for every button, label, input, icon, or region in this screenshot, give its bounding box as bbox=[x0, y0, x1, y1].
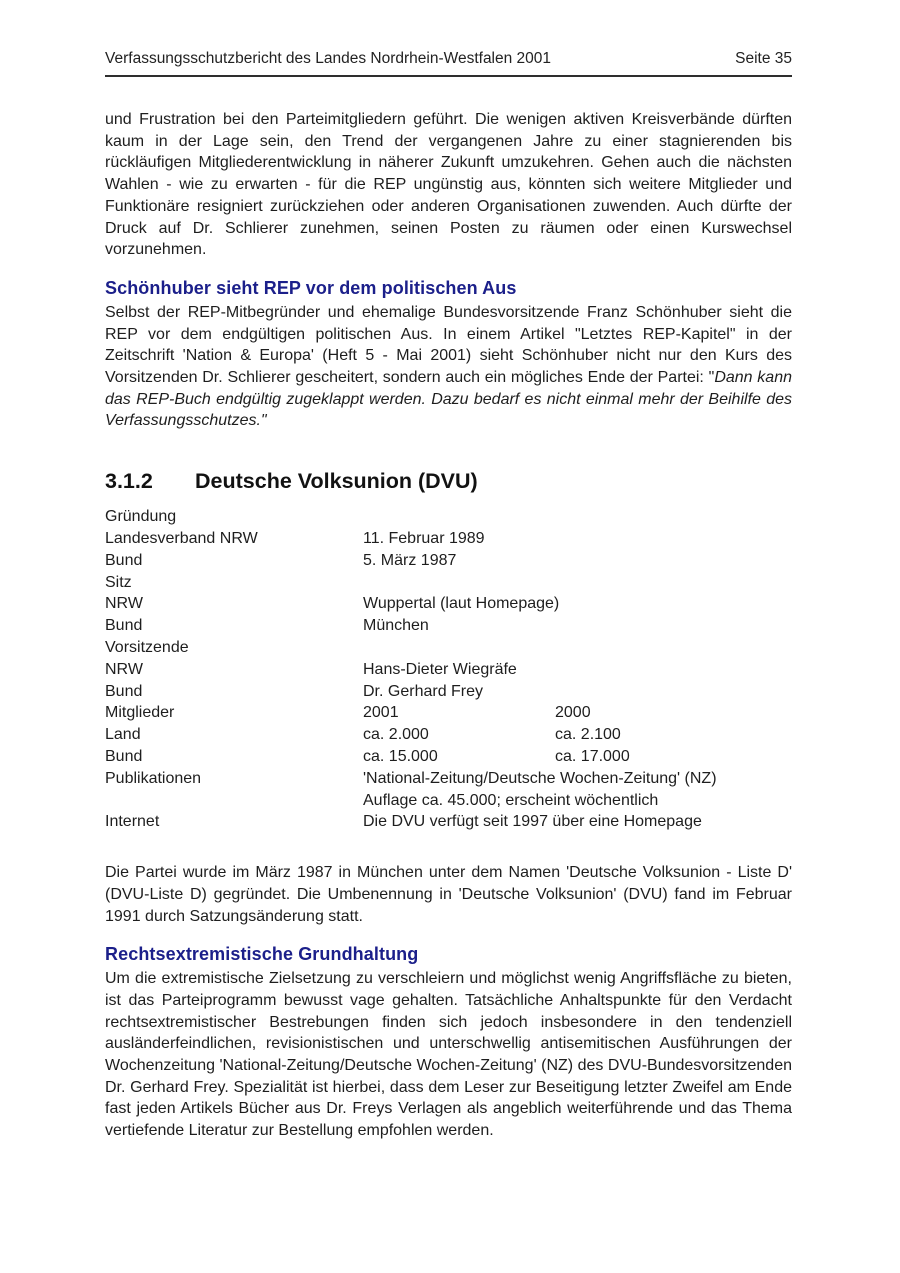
table-row bbox=[105, 790, 792, 812]
row-label: Landesverband NRW bbox=[105, 529, 258, 547]
paragraph-schoenhuber bbox=[105, 302, 792, 432]
table-row bbox=[105, 768, 792, 790]
paragraph-grundhaltung: Um die extremistische Zielsetzung zu verschleiern und möglichst wenig Angriffsfläche zu bieten, ist das Parteiprogramm bewusst vage gehalten. Tatsächliche Anhaltspunkte für den Verdacht rechtsextremistischer Bestrebungen finden sich jedoch insbesondere in den tendenziell ausländerfeindlichen, revisionistischen und unterschwellig antisemitischen Ausführungen der Wochenzeitung 'National-Zeitung/Deutsche Wochen-Zeitung' (NZ) des DVU-Bundesvorsitzenden Dr. Gerhard Frey. Spezialität ist hierbei, dass dem Leser zur Beseitigung letzter Zweifel am Ende fast jeden Artikels Bücher aus Dr. Freys Verlagen als angeblich weiterführende und das Thema vertiefende Literatur zur Bestellung empfohlen werden. bbox=[105, 970, 792, 1140]
paragraph-schoenhuber-text: Selbst der REP-Mitbegründer und ehemalige Bundesvorsitzende Franz Schönhuber sieht die REP vor dem endgültigen politischen Aus. In einem Artikel "Letztes REP-Kapitel" in der Zeitschrift 'Nation & Europa' (Heft 5 - Mai 2001) sieht Schönhuber nicht nur den Kurs des Vorsitzenden Dr. Schlierer gescheitert, sondern auch ein mögliches Ende der Partei: " bbox=[105, 303, 792, 387]
row-value: Auflage ca. 45.000; erscheint wöchentlich bbox=[363, 791, 659, 809]
paragraph-rep-outlook: und Frustration bei den Parteimitgliedern geführt. Die wenigen aktiven Kreisverbände dürften kaum in der Lage sein, den Trend der vergangenen Jahre zu einer stagnierenden bis rückläufigen Mitgliederentwicklung in näherer Zukunft umzukehren. Gehen auch die nächsten Wahlen - wie zu erwarten - für die REP ungünstig aus, könnten sich weitere Mitglieder und Funktionäre resigniert zurückziehen oder anderen Organisationen zuwenden. Auch dürfte der Druck auf Dr. Schlierer zunehmen, seinen Posten zu räumen oder einen Kurswechsel vorzunehmen. bbox=[105, 111, 792, 259]
table-row-mitglieder-bund bbox=[105, 746, 792, 768]
header-page-number: Seite 35 bbox=[735, 50, 792, 67]
heading-schoenhuber: Schönhuber sieht REP vor dem politischen Aus bbox=[105, 277, 517, 298]
heading-dvu-section bbox=[105, 469, 792, 494]
row-value: München bbox=[363, 617, 429, 635]
row-value: 5. März 1987 bbox=[363, 551, 457, 569]
row-value-2000: ca. 2.100 bbox=[555, 726, 621, 744]
page-header bbox=[105, 50, 792, 77]
row-value: Hans-Dieter Wiegräfe bbox=[363, 660, 517, 678]
section-number: 3.1.2 bbox=[105, 469, 153, 494]
row-value-2001: 2001 bbox=[363, 704, 399, 722]
row-value: Die DVU verfügt seit 1997 über eine Homepage bbox=[363, 813, 702, 831]
section-title: Deutsche Volksunion (DVU) bbox=[195, 469, 478, 494]
row-label: Mitglieder bbox=[105, 704, 175, 722]
header-title: Verfassungsschutzbericht des Landes Nordrhein-Westfalen 2001 bbox=[105, 50, 552, 67]
row-value-2001: ca. 2.000 bbox=[363, 726, 429, 744]
row-label: Bund bbox=[105, 682, 143, 700]
table-row-mitglieder-years bbox=[105, 702, 792, 724]
row-label: Land bbox=[105, 726, 141, 744]
table-row bbox=[105, 637, 792, 659]
row-label: Bund bbox=[105, 617, 143, 635]
row-value: 'National-Zeitung/Deutsche Wochen-Zeitung' (NZ) bbox=[363, 769, 717, 787]
row-value: 11. Februar 1989 bbox=[363, 529, 485, 547]
dvu-info-table bbox=[105, 506, 792, 833]
row-label: Publikationen bbox=[105, 769, 202, 787]
row-label: NRW bbox=[105, 595, 143, 613]
row-value-2000: 2000 bbox=[555, 704, 591, 722]
table-row bbox=[105, 572, 792, 594]
table-row bbox=[105, 659, 792, 681]
table-row-mitglieder-land bbox=[105, 724, 792, 746]
row-value: Wuppertal (laut Homepage) bbox=[363, 595, 560, 613]
row-label: Sitz bbox=[105, 573, 132, 591]
table-row bbox=[105, 593, 792, 615]
table-row bbox=[105, 615, 792, 637]
row-label: Vorsitzende bbox=[105, 638, 189, 656]
heading-grundhaltung: Rechtsextremistische Grundhaltung bbox=[105, 944, 419, 965]
paragraph-founding: Die Partei wurde im März 1987 in München unter dem Namen 'Deutsche Volksunion - Liste D' (DVU-Liste D) gegründet. Die Umbenennung in 'Deutsche Volksunion' (DVU) fand im Februar 1991 durch Satzungsänderung statt. bbox=[105, 864, 792, 925]
table-row bbox=[105, 681, 792, 703]
schoenhuber-quote: Dann kann das REP-Buch endgültig zugeklappt werden. Dazu bedarf es nicht einmal mehr der Beihilfe des Verfassungsschutzes." bbox=[105, 369, 793, 430]
row-label: Gründung bbox=[105, 508, 177, 526]
table-row bbox=[105, 550, 792, 572]
row-label bbox=[105, 790, 363, 812]
table-row bbox=[105, 811, 792, 833]
row-label: Bund bbox=[105, 551, 143, 569]
table-row bbox=[105, 506, 792, 528]
row-value-2001: ca. 15.000 bbox=[363, 747, 438, 765]
row-label: NRW bbox=[105, 660, 143, 678]
row-value: Dr. Gerhard Frey bbox=[363, 682, 484, 700]
row-value-2000: ca. 17.000 bbox=[555, 747, 630, 765]
row-label: Bund bbox=[105, 747, 143, 765]
table-row bbox=[105, 528, 792, 550]
row-label: Internet bbox=[105, 813, 160, 831]
